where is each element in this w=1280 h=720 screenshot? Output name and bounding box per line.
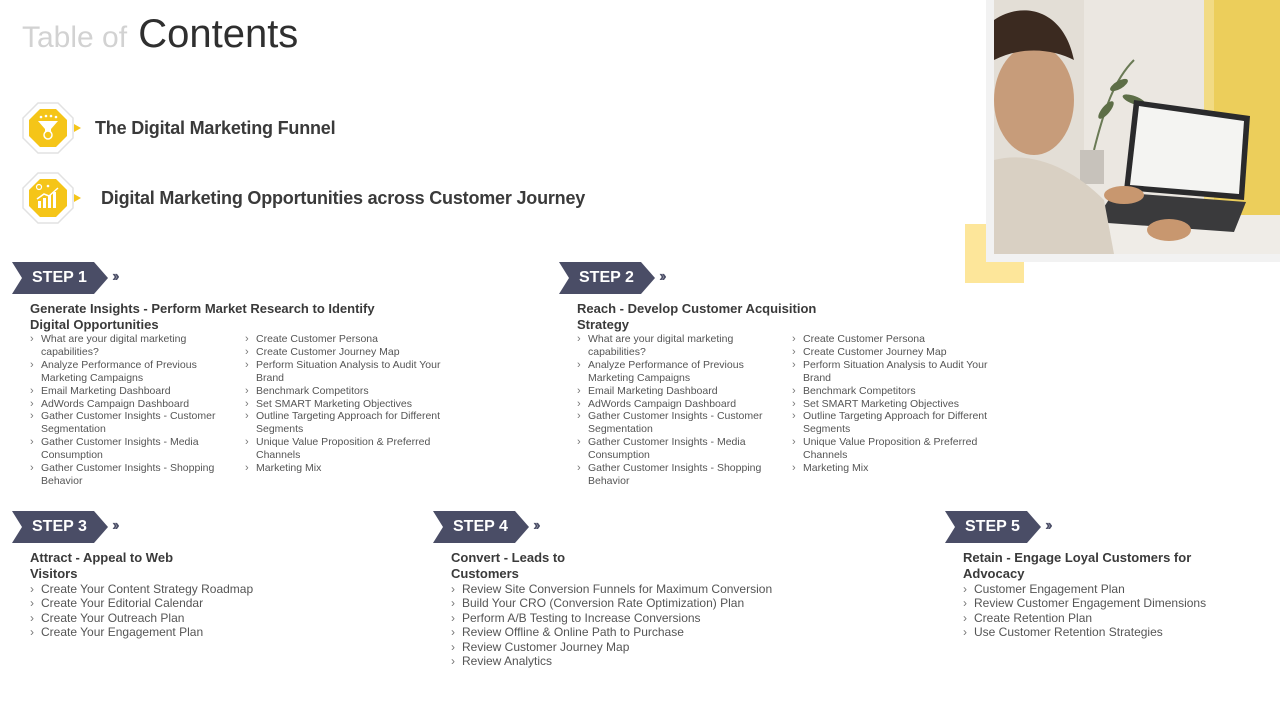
step-label: STEP 3: [32, 518, 87, 535]
list-item: › Review Offline & Online Path to Purchase: [451, 625, 772, 639]
step-label: STEP 1: [32, 269, 87, 286]
person-laptop-image: [994, 0, 1280, 254]
step-badge: [12, 262, 108, 294]
list-item: › Perform Situation Analysis to Audit Your Brand: [245, 359, 460, 385]
list-item: › What are your digital marketing capabilities?: [577, 333, 792, 359]
step-label: STEP 4: [453, 518, 508, 535]
list-item: › Gather Customer Insights - Media Consumption: [30, 436, 245, 462]
step-list-right: [792, 333, 1007, 488]
list-item: › Perform A/B Testing to Increase Conversions: [451, 611, 772, 625]
list-item: › Review Customer Engagement Dimensions: [963, 596, 1206, 610]
list-item: › Review Site Conversion Funnels for Maximum Conversion: [451, 582, 772, 596]
list-item: › Gather Customer Insights - Customer Segmentation: [30, 410, 245, 436]
list-item: › Create Your Outreach Plan: [30, 611, 253, 625]
list-item: › Marketing Mix: [245, 462, 460, 475]
list-item: › Analyze Performance of Previous Marketing Campaigns: [30, 359, 245, 385]
page-title: [22, 10, 298, 62]
toc-item-opportunities[interactable]: [22, 172, 585, 224]
list-item: › Create Your Engagement Plan: [30, 625, 253, 639]
chevron-right-icon: ››: [533, 517, 538, 534]
chevron-right-icon: ››: [659, 268, 664, 285]
step-list: [30, 582, 253, 640]
list-item: › AdWords Campaign Dashboard: [30, 398, 245, 411]
list-item: › Create Your Editorial Calendar: [30, 596, 253, 610]
list-item: › Unique Value Proposition & Preferred Channels: [792, 436, 1007, 462]
chevron-right-icon: ››: [112, 268, 117, 285]
step-2: [559, 262, 1079, 488]
list-item: › Create Customer Persona: [792, 333, 1007, 346]
list-item: › Create Retention Plan: [963, 611, 1206, 625]
step-heading: Reach - Develop Customer Acquisition Strategy: [577, 301, 817, 332]
step-4: [433, 511, 853, 668]
list-item: › Benchmark Competitors: [245, 385, 460, 398]
step-badge: [945, 511, 1041, 543]
step-list-right: [245, 333, 460, 488]
toc-label: The Digital Marketing Funnel: [95, 117, 336, 138]
list-item: › Benchmark Competitors: [792, 385, 1007, 398]
list-item: › Create Your Content Strategy Roadmap: [30, 582, 253, 596]
hero-photo: [986, 0, 1280, 262]
list-item: › Build Your CRO (Conversion Rate Optimization) Plan: [451, 596, 772, 610]
growth-chart-icon: [22, 172, 74, 224]
list-item: › Perform Situation Analysis to Audit Your Brand: [792, 359, 1007, 385]
list-item: › Create Customer Persona: [245, 333, 460, 346]
toc-item-funnel[interactable]: [22, 102, 335, 154]
list-item: › Review Analytics: [451, 654, 772, 668]
step-badge: [12, 511, 108, 543]
step-badge: [433, 511, 529, 543]
list-item: › Gather Customer Insights - Shopping Behavior: [30, 462, 245, 488]
list-item: › Create Customer Journey Map: [792, 346, 1007, 359]
list-item: › Customer Engagement Plan: [963, 582, 1206, 596]
step-1: [12, 262, 532, 488]
list-item: › Review Customer Journey Map: [451, 640, 772, 654]
step-list: [963, 582, 1206, 640]
list-item: › Outline Targeting Approach for Different Segments: [245, 410, 460, 436]
list-item: › Outline Targeting Approach for Different Segments: [792, 410, 1007, 436]
step-list: [451, 582, 772, 668]
step-list-left: [30, 333, 245, 488]
list-item: › Marketing Mix: [792, 462, 1007, 475]
list-item: › Use Customer Retention Strategies: [963, 625, 1206, 639]
chevron-right-icon: ››: [1045, 517, 1050, 534]
list-item: › Gather Customer Insights - Customer Segmentation: [577, 410, 792, 436]
list-item: › Unique Value Proposition & Preferred Channels: [245, 436, 460, 462]
list-item: › Analyze Performance of Previous Marketing Campaigns: [577, 359, 792, 385]
list-item: › Gather Customer Insights - Media Consumption: [577, 436, 792, 462]
toc-arrow-icon: [74, 194, 81, 202]
toc-label: Digital Marketing Opportunities across Customer Journey: [101, 187, 586, 208]
list-item: › Gather Customer Insights - Shopping Behavior: [577, 462, 792, 488]
list-item: › AdWords Campaign Dashboard: [577, 398, 792, 411]
chevron-right-icon: ››: [112, 517, 117, 534]
step-5: [945, 511, 1275, 640]
funnel-icon: [22, 102, 74, 154]
list-item: › What are your digital marketing capabilities?: [30, 333, 245, 359]
step-3: [12, 511, 372, 640]
list-item: › Create Customer Journey Map: [245, 346, 460, 359]
step-heading: Generate Insights - Perform Market Research to Identify Digital Opportunities: [30, 301, 375, 332]
title-dark: Contents: [138, 12, 299, 56]
step-label: STEP 2: [579, 269, 634, 286]
list-item: › Set SMART Marketing Objectives: [792, 398, 1007, 411]
toc-arrow-icon: [74, 124, 81, 132]
step-heading: Attract - Appeal to Web Visitors: [30, 550, 174, 581]
step-badge: [559, 262, 655, 294]
title-light: Table of: [22, 21, 128, 54]
step-heading: Retain - Engage Loyal Customers for Advocacy: [963, 550, 1192, 581]
step-label: STEP 5: [965, 518, 1020, 535]
step-heading: Convert - Leads to Customers: [451, 550, 566, 581]
step-list-left: [577, 333, 792, 488]
list-item: › Email Marketing Dashboard: [30, 385, 245, 398]
list-item: › Email Marketing Dashboard: [577, 385, 792, 398]
list-item: › Set SMART Marketing Objectives: [245, 398, 460, 411]
